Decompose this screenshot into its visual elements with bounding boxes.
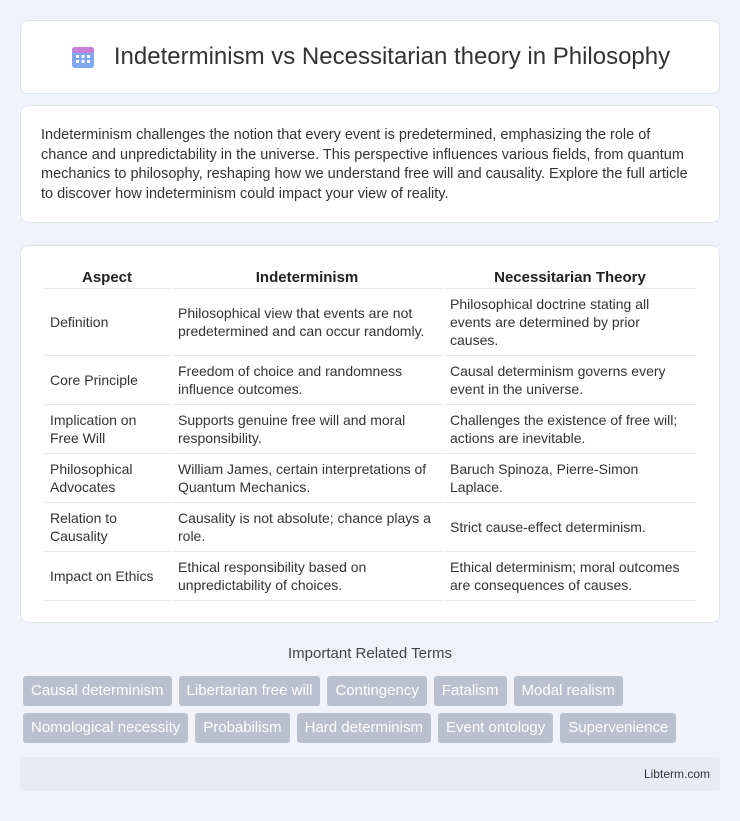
related-term-tag[interactable]: Supervenience bbox=[560, 713, 676, 743]
table-cell: Core Principle bbox=[44, 356, 170, 405]
header-card bbox=[20, 20, 720, 94]
table-cell: Causality is not absolute; chance plays a role. bbox=[172, 503, 442, 552]
table-cell: Freedom of choice and randomness influence outcomes. bbox=[172, 356, 442, 405]
column-header: Necessitarian Theory bbox=[444, 267, 696, 289]
related-term-tag[interactable]: Libertarian free will bbox=[179, 676, 321, 706]
table-cell: Definition bbox=[44, 289, 170, 356]
table-cell: Ethical responsibility based on unpredictability of choices. bbox=[172, 552, 442, 601]
related-terms-title: Important Related Terms bbox=[288, 645, 452, 662]
table-row bbox=[44, 552, 696, 601]
table-cell: Philosophical Advocates bbox=[44, 454, 170, 503]
table-row bbox=[44, 503, 696, 552]
table-cell: Challenges the existence of free will; actions are inevitable. bbox=[444, 405, 696, 454]
table-cell: Baruch Spinoza, Pierre-Simon Laplace. bbox=[444, 454, 696, 503]
related-term-tag[interactable]: Causal determinism bbox=[23, 676, 172, 706]
column-header: Aspect bbox=[44, 267, 170, 289]
table-cell: Relation to Causality bbox=[44, 503, 170, 552]
page-title: Indeterminism vs Necessitarian theory in Philosophy bbox=[113, 43, 671, 70]
comparison-table bbox=[42, 267, 698, 601]
related-term-tag[interactable]: Hard determinism bbox=[297, 713, 431, 743]
related-term-tag[interactable]: Fatalism bbox=[434, 676, 507, 706]
table-cell: Strict cause-effect determinism. bbox=[444, 503, 696, 552]
related-term-tag[interactable]: Nomological necessity bbox=[23, 713, 188, 743]
intro-text: Indeterminism challenges the notion that every event is predetermined, emphasizing the role of chance and unpredictability in the universe. This perspective influences various fields, from quantum mechanics to philosophy, reshaping how we understand free will and causality. Explore the full article to discover how indeterminism could impact your view of reality. bbox=[41, 127, 688, 202]
table-cell: Supports genuine free will and moral responsibility. bbox=[172, 405, 442, 454]
footer-site-link[interactable]: Libterm.com bbox=[643, 767, 710, 781]
related-term-tag[interactable]: Contingency bbox=[327, 676, 426, 706]
table-cell: Implication on Free Will bbox=[44, 405, 170, 454]
intro-card bbox=[20, 105, 720, 223]
table-cell: Causal determinism governs every event in the universe. bbox=[444, 356, 696, 405]
related-term-tag[interactable]: Event ontology bbox=[438, 713, 553, 743]
table-cell: Ethical determinism; moral outcomes are consequences of causes. bbox=[444, 552, 696, 601]
footer bbox=[20, 757, 720, 791]
comparison-table-card bbox=[20, 245, 720, 623]
column-header: Indeterminism bbox=[172, 267, 442, 289]
table-cell: William James, certain interpretations of Quantum Mechanics. bbox=[172, 454, 442, 503]
grid-calendar-icon bbox=[70, 44, 96, 70]
table-row bbox=[44, 454, 696, 503]
table-cell: Philosophical view that events are not predetermined and can occur randomly. bbox=[172, 289, 442, 356]
table-row bbox=[44, 356, 696, 405]
table-row bbox=[44, 405, 696, 454]
table-header-row bbox=[44, 267, 696, 289]
table-cell: Impact on Ethics bbox=[44, 552, 170, 601]
related-terms-list bbox=[23, 676, 723, 743]
table-cell: Philosophical doctrine stating all events are determined by prior causes. bbox=[444, 289, 696, 356]
table-row bbox=[44, 289, 696, 356]
related-term-tag[interactable]: Modal realism bbox=[514, 676, 623, 706]
related-term-tag[interactable]: Probabilism bbox=[195, 713, 289, 743]
